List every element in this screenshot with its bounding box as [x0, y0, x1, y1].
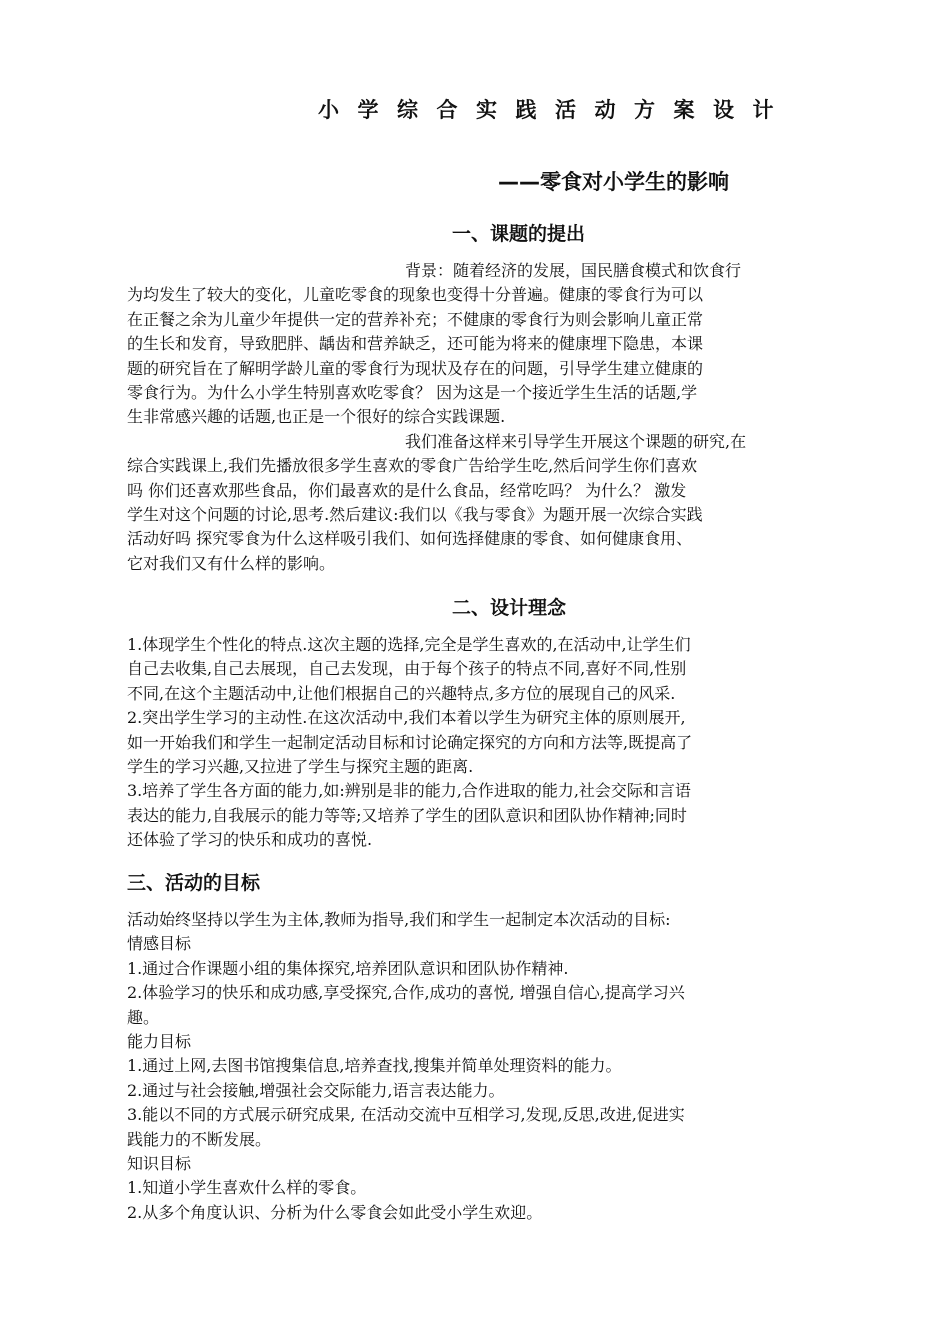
paragraph-line: 综合实践课上,我们先播放很多学生喜欢的零食广告给学生吃,然后问学生你们喜欢	[127, 456, 698, 476]
paragraph-line: 题的研究旨在了解明学龄儿童的零食行为现状及存在的问题，引导学生建立健康的	[127, 358, 704, 378]
paragraph-line: 吗 你们还喜欢那些食品，你们最喜欢的是什么食品，经常吃吗？ 为什么？ 激发	[127, 480, 687, 500]
paragraph-line: 的生长和发育，导致肥胖、龋齿和营养缺乏，还可能为将来的健康埋下隐患，本课	[127, 334, 704, 354]
subheading-line: 能力目标	[127, 1031, 192, 1051]
document-subtitle: ——零食对小学生的影响	[498, 170, 729, 194]
paragraph-line: 活动好吗 探究零食为什么这样吸引我们、如何选择健康的零食、如何健康食用、	[127, 529, 693, 549]
paragraph-line: 1.通过合作课题小组的集体探究,培养团队意识和团队协作精神.	[127, 958, 569, 978]
section-heading-1: 一、课题的提出	[452, 223, 586, 245]
section-heading-2: 二、设计理念	[452, 597, 567, 619]
section-body-3	[127, 908, 827, 1225]
paragraph-line: 1.体现学生个性化的特点.这次主题的选择,完全是学生喜欢的,在活动中,让学生们	[127, 635, 691, 654]
section-heading-3: 三、活动的目标	[127, 872, 261, 894]
paragraph-line: 自己去收集,自己去展现，自己去发现，由于每个孩子的特点不同,喜好不同,性别	[127, 659, 687, 679]
paragraph-line: 学生对这个问题的讨论,思考.然后建议:我们以《我与零食》为题开展一次综合实践	[127, 504, 703, 524]
paragraph-line: 表达的能力,自我展示的能力等等;又培养了学生的团队意识和团队协作精神;同时	[127, 805, 687, 825]
paragraph-line: 我们准备这样来引导学生开展这个课题的研究,在	[405, 431, 747, 451]
document-title: 小学综合实践活动方案设计	[318, 98, 792, 122]
paragraph-line: 1.通过上网,去图书馆搜集信息,培养查找,搜集并简单处理资料的能力。	[127, 1056, 622, 1076]
paragraph-line: 趣。	[127, 1007, 160, 1027]
paragraph-line: 1.知道小学生喜欢什么样的零食。	[127, 1178, 367, 1198]
paragraph-line: 3.能以不同的方式展示研究成果, 在活动交流中互相学习,发现,反思,改进,促进实	[127, 1105, 685, 1125]
paragraph-line: 还体验了学习的快乐和成功的喜悦.	[127, 830, 373, 850]
paragraph-line: 2.体验学习的快乐和成功感,享受探究,合作,成功的喜悦, 增强自信心,提高学习兴	[127, 983, 685, 1003]
paragraph-line: 践能力的不断发展。	[127, 1129, 272, 1149]
paragraph-line: 零食行为。为什么小学生特别喜欢吃零食？ 因为这是一个接近学生生活的话题,学	[127, 382, 698, 402]
paragraph-line: 学生的学习兴趣,又拉进了学生与探究主题的距离.	[127, 756, 474, 776]
subheading-line: 情感目标	[127, 934, 192, 954]
paragraph-line: 2.从多个角度认识、分析为什么零食会如此受小学生欢迎。	[127, 1202, 543, 1222]
paragraph-line: 如一开始我们和学生一起制定活动目标和讨论确定探究的方向和方法等,既提高了	[127, 732, 693, 752]
paragraph-line: 3.培养了学生各方面的能力,如:辨别是非的能力,合作进取的能力,社会交际和言语	[127, 781, 691, 801]
paragraph-line: 2.通过与社会接触,增强社会交际能力,语言表达能力。	[127, 1080, 505, 1100]
paragraph-line: 在正餐之余为儿童少年提供一定的营养补充；不健康的零食行为则会影响儿童正常	[127, 309, 704, 329]
paragraph-line: 为均发生了较大的变化，儿童吃零食的现象也变得十分普遍。健康的零食行为可以	[127, 285, 704, 305]
paragraph-line: 不同,在这个主题活动中,让他们根据自己的兴趣特点,多方位的展现自己的风采.	[127, 683, 676, 703]
paragraph-line: 活动始终坚持以学生为主体,教师为指导,我们和学生一起制定本次活动的目标:	[127, 910, 671, 929]
section-body-1	[127, 259, 827, 576]
paragraph-line: 生非常感兴趣的话题,也正是一个很好的综合实践课题.	[127, 407, 506, 427]
subheading-line: 知识目标	[127, 1153, 192, 1173]
paragraph-line: 它对我们又有什么样的影响。	[127, 553, 336, 573]
paragraph-line: 背景：随着经济的发展，国民膳食模式和饮食行	[405, 261, 742, 280]
section-body-2	[127, 633, 827, 853]
paragraph-line: 2.突出学生学习的主动性.在这次活动中,我们本着以学生为研究主体的原则展开,	[127, 708, 686, 728]
